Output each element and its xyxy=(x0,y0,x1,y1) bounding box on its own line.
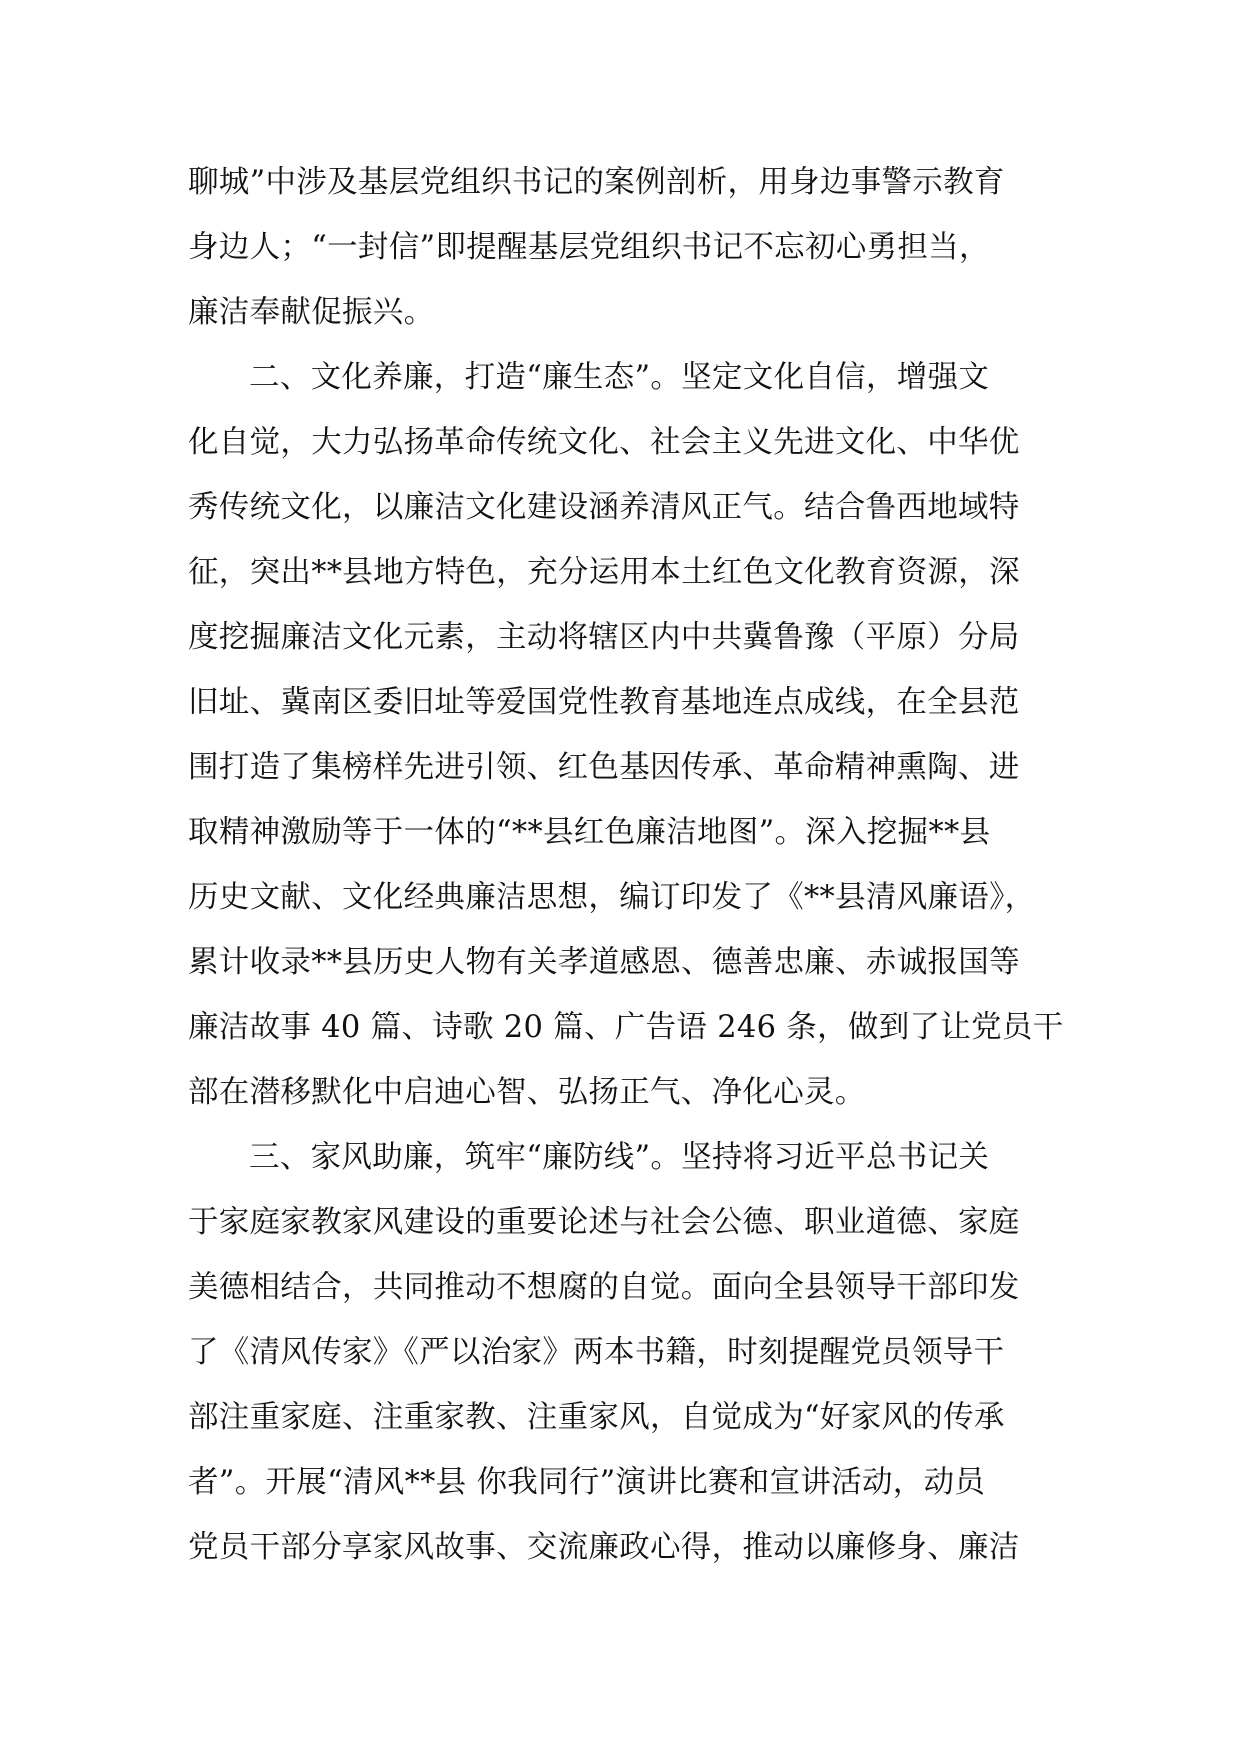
text-line: 廉洁故事 40 篇、诗歌 20 篇、广告语 246 条，做到了让党员干 xyxy=(188,1010,1064,1045)
text-line: 部在潜移默化中启迪心智、弘扬正气、净化心灵。 xyxy=(188,1075,866,1110)
text-line: 党员干部分享家风故事、交流廉政心得，推动以廉修身、廉洁 xyxy=(188,1530,1020,1565)
section-heading-line: 二、文化养廉，打造“廉生态”。坚定文化自信，增强文 xyxy=(249,360,990,395)
text-line: 旧址、冀南区委旧址等爱国党性教育基地连点成线，在全县范 xyxy=(188,685,1020,720)
text-line: 征，突出**县地方特色，充分运用本土红色文化教育资源，深 xyxy=(188,555,1020,590)
text-line: 于家庭家教家风建设的重要论述与社会公德、职业道德、家庭 xyxy=(188,1205,1020,1240)
body-text xyxy=(188,150,1064,1580)
text-line: 部注重家庭、注重家教、注重家风，自觉成为“好家风的传承 xyxy=(188,1400,1005,1435)
text-line: 了《清风传家》《严以治家》两本书籍，时刻提醒党员领导干 xyxy=(188,1335,1005,1370)
text-line: 者”。开展“清风**县 你我同行”演讲比赛和宣讲活动，动员 xyxy=(188,1465,986,1500)
text-line: 身边人；“一封信”即提醒基层党组织书记不忘初心勇担当， xyxy=(188,230,990,265)
text-line: 美德相结合，共同推动不想腐的自觉。面向全县领导干部印发 xyxy=(188,1270,1020,1305)
text-line: 围打造了集榜样先进引领、红色基因传承、革命精神熏陶、进 xyxy=(188,750,1020,785)
section-heading-line: 三、家风助廉，筑牢“廉防线”。坚持将习近平总书记关 xyxy=(249,1140,990,1175)
text-line: 化自觉，大力弘扬革命传统文化、社会主义先进文化、中华优 xyxy=(188,425,1020,460)
text-line: 廉洁奉献促振兴。 xyxy=(188,295,435,330)
text-line: 聊城”中涉及基层党组织书记的案例剖析，用身边事警示教育 xyxy=(188,165,1005,200)
text-line: 秀传统文化，以廉洁文化建设涵养清风正气。结合鲁西地域特 xyxy=(188,490,1020,525)
text-line: 取精神激励等于一体的“**县红色廉洁地图”。深入挖掘**县 xyxy=(188,815,991,850)
text-line: 历史文献、文化经典廉洁思想，编订印发了《**县清风廉语》， xyxy=(188,880,1036,915)
text-line: 度挖掘廉洁文化元素，主动将辖区内中共冀鲁豫（平原）分局 xyxy=(188,620,1020,655)
text-line: 累计收录**县历史人物有关孝道感恩、德善忠廉、赤诚报国等 xyxy=(188,945,1020,980)
